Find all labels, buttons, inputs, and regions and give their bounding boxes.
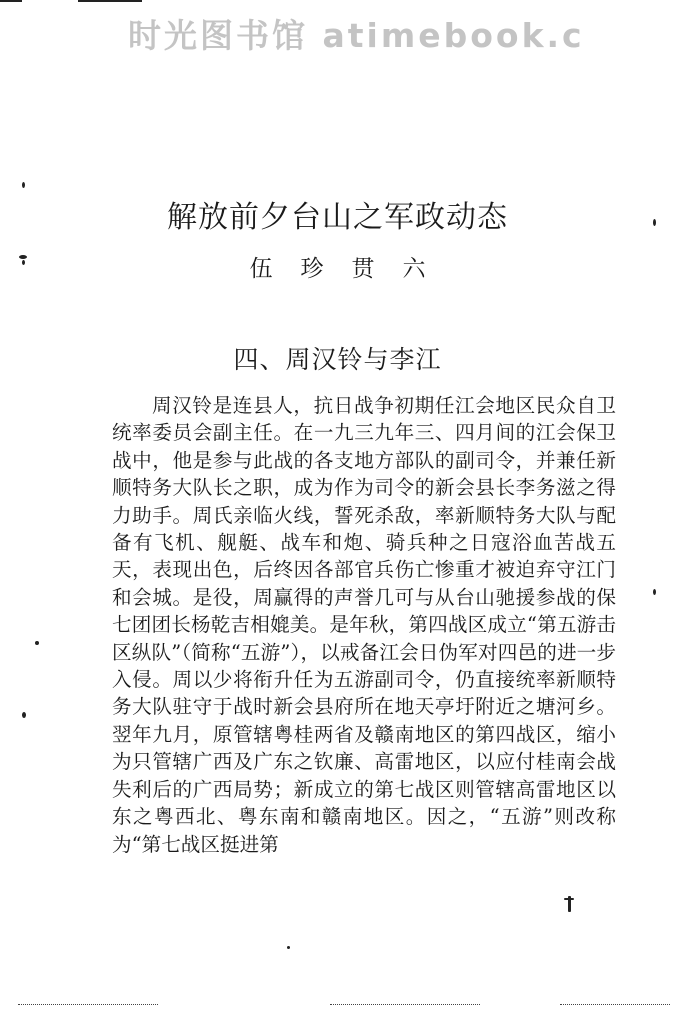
scan-speck xyxy=(35,641,39,645)
bottom-scan-mark xyxy=(330,1004,480,1006)
bottom-scan-mark xyxy=(560,1004,670,1006)
scan-speck xyxy=(653,589,656,595)
scan-speck xyxy=(22,712,26,718)
top-rule-right xyxy=(78,0,142,2)
watermark-text: 时光图书馆 atimebook.c xyxy=(128,16,585,55)
scan-speck xyxy=(287,946,290,949)
article-title: 解放前夕台山之军政动态 xyxy=(167,200,508,235)
article-authors: 伍珍贯六 xyxy=(249,256,454,282)
scan-speck xyxy=(22,182,25,188)
bottom-scan-mark xyxy=(18,1004,158,1006)
scan-speck xyxy=(564,898,574,900)
section-heading: 四、周汉铃与李江 xyxy=(233,345,442,374)
body-paragraph: 周汉铃是连县人，抗日战争初期任江会地区民众自卫统率委员会副主任。在一九三九年三、四月间的江会保卫战中，他是参与此战的各支地方部队的副司令，并兼任新顺特务大队长之职，成为作为司令的新会县长李务滋之得力助手。周氏亲临火线，誓死杀敌，率新顺特务大队与配备有飞机、舰艇、战车和炮、骑兵种之日寇浴血苦战五天，表现出色，后终因各部官兵伤亡惨重才被迫弃守江门和会城。是役，周赢得的声誉几可与从台山驰援参战的保七团团长杨乾吉相媲美。是年秋，第四战区成立“第五游击区纵队”（简称“五游”），以戒备江会日伪军对四邑的进一步入侵。周以少将衔升任为五游副司令，仍直接统率新顺特务大队驻守于战时新会县府所在地天亭圩附近之塘河乡。翌年九月，原管辖粤桂两省及赣南地区的第四战区，缩小为只管辖广西及广东之钦廉、高雷地区，以应付桂南会战失利后的广西局势；新成立的第七战区则管辖高雷地区以东之粤西北、粤东南和赣南地区。因之，“五游”则改称为“第七战区挺进第 xyxy=(112,394,616,856)
top-rule-left xyxy=(0,0,22,2)
